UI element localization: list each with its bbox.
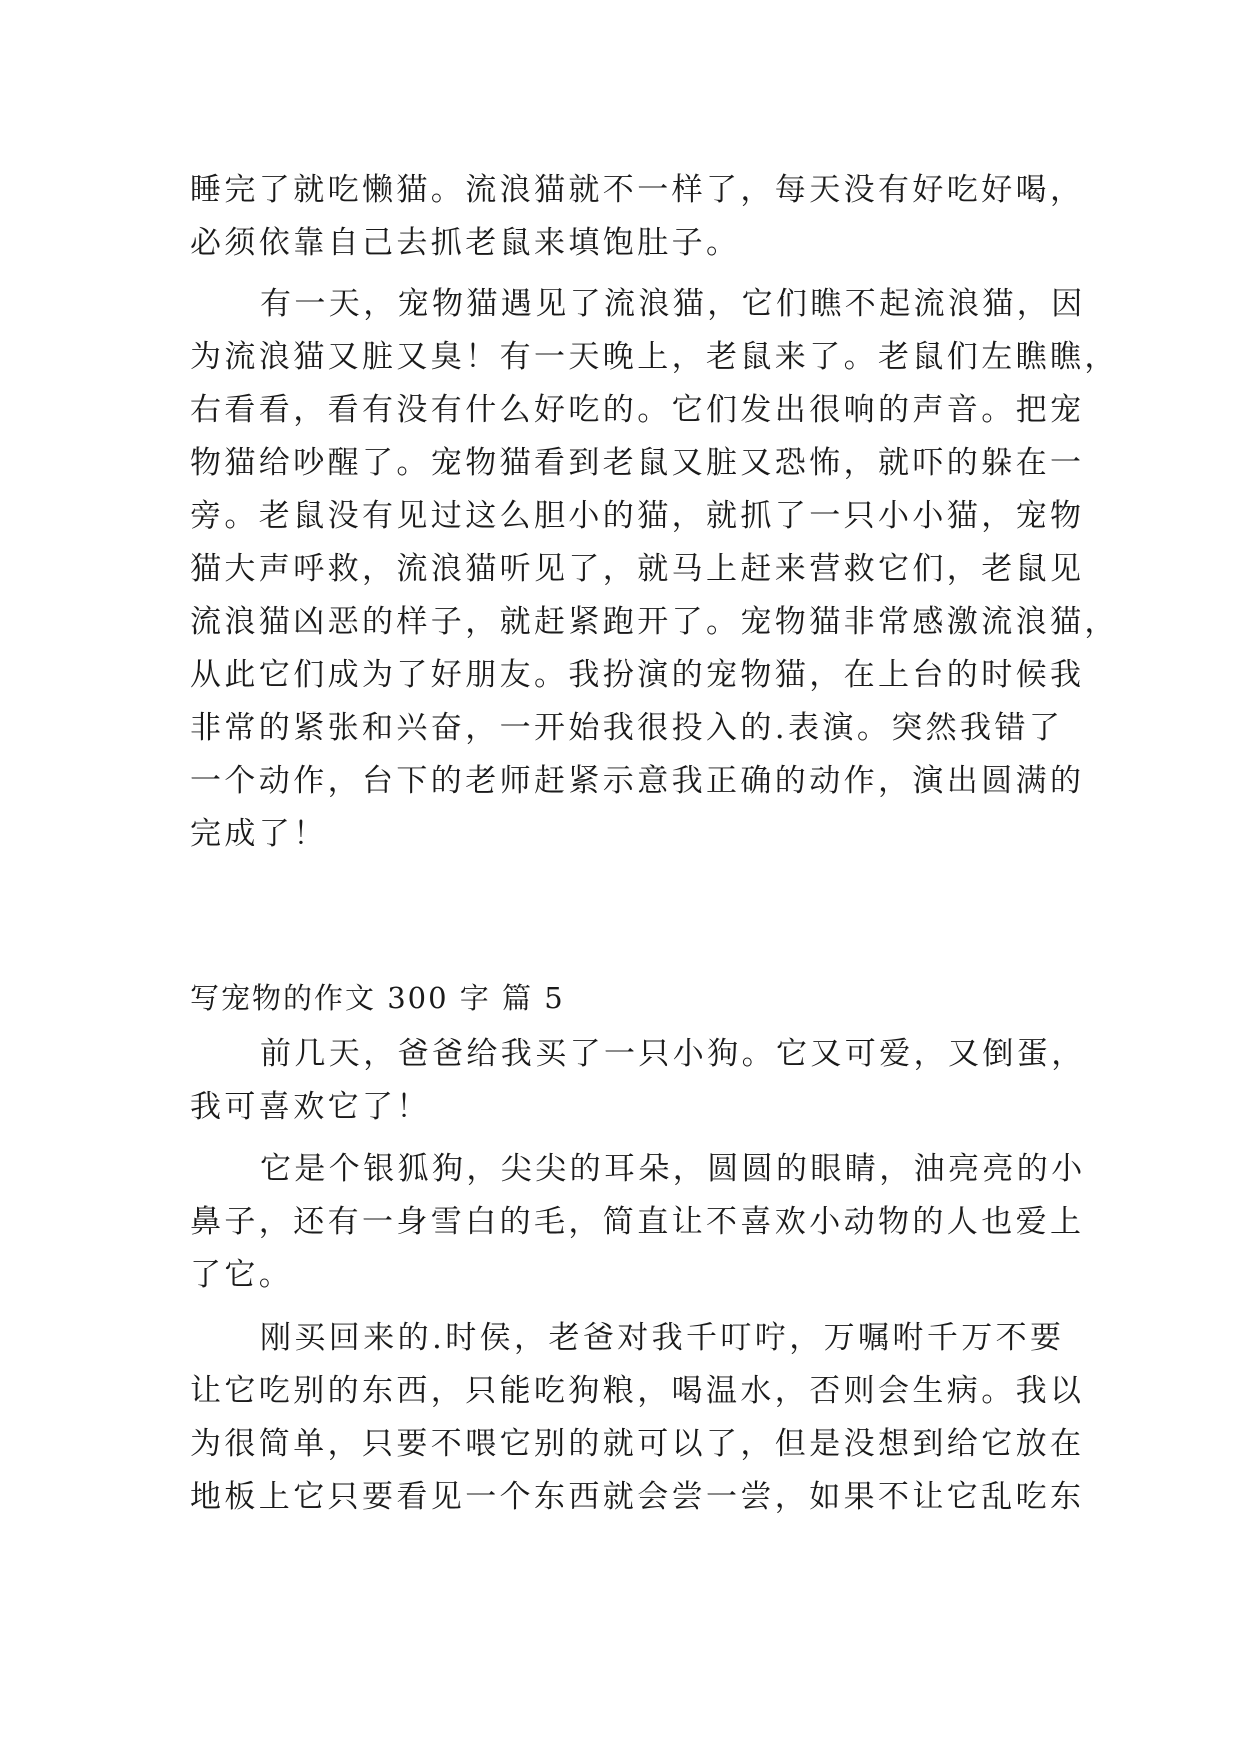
text-line: 鼻子，还有一身雪白的毛，简直让不喜欢小动物的人也爱上 xyxy=(190,1204,1085,1240)
text-line: 地板上它只要看见一个东西就会尝一尝，如果不让它乱吃东 xyxy=(190,1479,1085,1515)
text-line: 旁。老鼠没有见过这么胆小的猫，就抓了一只小小猫，宠物 xyxy=(190,498,1085,534)
text-line: 了它。 xyxy=(190,1257,294,1293)
paragraph-start-line: 前几天，爸爸给我买了一只小狗。它又可爱，又倒蛋， xyxy=(260,1036,1086,1072)
text-line: 物猫给吵醒了。宠物猫看到老鼠又脏又恐怖，就吓的躲在一 xyxy=(190,445,1085,481)
text-line: 睡完了就吃懒猫。流浪猫就不一样了，每天没有好吃好喝， xyxy=(190,172,1085,208)
text-line: 为很简单，只要不喂它别的就可以了，但是没想到给它放在 xyxy=(190,1426,1085,1462)
paragraph-start-line: 它是个银狐狗，尖尖的耳朵，圆圆的眼睛，油亮亮的小 xyxy=(260,1151,1086,1187)
text-line: 我可喜欢它了！ xyxy=(190,1089,431,1125)
text-line: 为流浪猫又脏又臭！有一天晚上，老鼠来了。老鼠们左瞧瞧， xyxy=(190,339,1119,375)
text-line: 右看看，看有没有什么好吃的。它们发出很响的声音。把宠 xyxy=(190,392,1085,428)
paragraph-start-line: 有一天，宠物猫遇见了流浪猫，它们瞧不起流浪猫，因 xyxy=(260,286,1086,322)
text-line: 从此它们成为了好朋友。我扮演的宠物猫，在上台的时候我 xyxy=(190,657,1085,693)
text-line: 一个动作，台下的老师赶紧示意我正确的动作，演出圆满的 xyxy=(190,763,1085,799)
text-line: 必须依靠自己去抓老鼠来填饱肚子。 xyxy=(190,225,741,261)
section-heading: 写宠物的作文 300 字 篇 5 xyxy=(190,981,565,1015)
paragraph-start-line: 刚买回来的.时侯，老爸对我千叮咛，万嘱咐千万不要 xyxy=(260,1320,1065,1356)
text-line: 流浪猫凶恶的样子，就赶紧跑开了。宠物猫非常感激流浪猫， xyxy=(190,604,1119,640)
text-line: 猫大声呼救，流浪猫听见了，就马上赶来营救它们，老鼠见 xyxy=(190,551,1085,587)
text-line: 完成了！ xyxy=(190,816,328,852)
text-line: 让它吃别的东西，只能吃狗粮，喝温水，否则会生病。我以 xyxy=(190,1373,1085,1409)
text-line: 非常的紧张和兴奋，一开始我很投入的.表演。突然我错了 xyxy=(190,710,1064,746)
